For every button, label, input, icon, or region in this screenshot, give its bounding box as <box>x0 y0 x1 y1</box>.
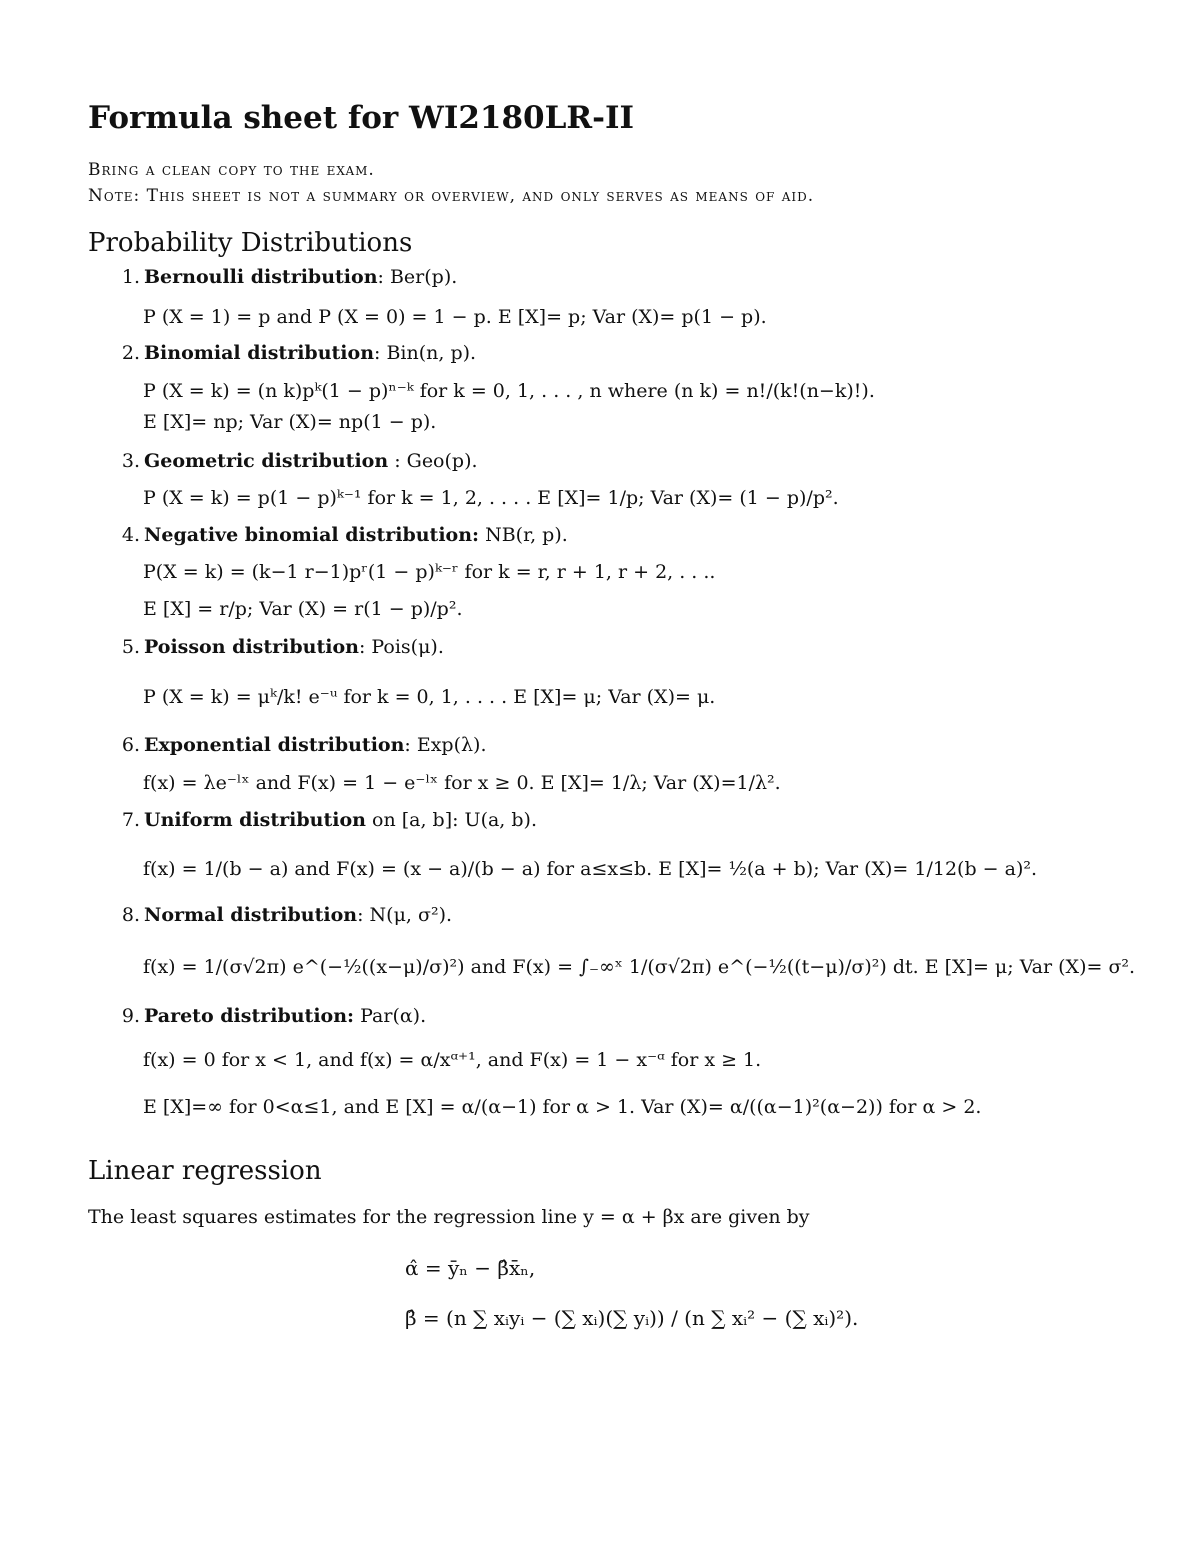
dist-negative-binomial-formula: P(X = k) = (k−1 r−1)pʳ(1 − p)ᵏ⁻ʳ for k = r, r + 1, r + 2, . . .. <box>143 561 716 583</box>
dist-exponential-formula: f(x) = λe⁻ˡˣ and F(x) = 1 − e⁻ˡˣ for x ≥ 0. E [X]= 1/λ; Var (X)=1/λ². <box>143 772 781 794</box>
dist-geometric-formula: P (X = k) = p(1 − p)ᵏ⁻¹ for k = 1, 2, . . . . E [X]= 1/p; Var (X)= (1 − p)/p². <box>143 487 839 509</box>
dist-bernoulli: 1. Bernoulli distribution: Ber(p). <box>121 266 458 288</box>
regression-intro: The least squares estimates for the regression line y = α + βx are given by <box>88 1206 810 1228</box>
section-linear-regression: Linear regression <box>88 1156 322 1186</box>
note-aid: Note: This sheet is not a summary or overview, and only serves as means of aid. <box>88 186 815 206</box>
dist-negative-binomial: 4. Negative binomial distribution: NB(r, p). <box>121 524 568 546</box>
dist-uniform-formula: f(x) = 1/(b − a) and F(x) = (x − a)/(b − a) for a≤x≤b. E [X]= ½(a + b); Var (X)= 1/12(b − a)². <box>143 858 1038 880</box>
regression-alpha-hat: α̂ = ȳₙ − β̂x̄ₙ, <box>405 1256 536 1280</box>
section-probability: Probability Distributions <box>88 228 413 258</box>
dist-geometric: 3. Geometric distribution : Geo(p). <box>121 450 478 472</box>
dist-normal: 8. Normal distribution: N(μ, σ²). <box>121 904 453 926</box>
dist-poisson: 5. Poisson distribution: Pois(μ). <box>121 636 444 658</box>
dist-negative-binomial-moments: E [X] = r/p; Var (X) = r(1 − p)/p². <box>143 598 463 620</box>
dist-pareto-moments: E [X]=∞ for 0<α≤1, and E [X] = α/(α−1) for α > 1. Var (X)= α/((α−1)²(α−2)) for α > 2. <box>143 1096 982 1118</box>
dist-normal-formula: f(x) = 1/(σ√2π) e^(−½((x−μ)/σ)²) and F(x) = ∫₋∞ˣ 1/(σ√2π) e^(−½((t−μ)/σ)²) dt. E [X]= μ; Var (X)= σ². <box>143 956 1136 978</box>
dist-binomial-formula: P (X = k) = (n k)pᵏ(1 − p)ⁿ⁻ᵏ for k = 0, 1, . . . , n where (n k) = n!/(k!(n−k)!). <box>143 380 875 402</box>
dist-poisson-formula: P (X = k) = μᵏ/k! e⁻ᵘ for k = 0, 1, . . . . E [X]= μ; Var (X)= μ. <box>143 686 716 708</box>
regression-beta-hat: β̂ = (n ∑ xᵢyᵢ − (∑ xᵢ)(∑ yᵢ)) / (n ∑ xᵢ² − (∑ xᵢ)²). <box>405 1306 859 1330</box>
dist-pareto-formula: f(x) = 0 for x < 1, and f(x) = α/xᵅ⁺¹, and F(x) = 1 − x⁻ᵅ for x ≥ 1. <box>143 1049 762 1071</box>
dist-exponential: 6. Exponential distribution: Exp(λ). <box>121 734 487 756</box>
note-bring: Bring a clean copy to the exam. <box>88 160 375 180</box>
dist-uniform: 7. Uniform distribution on [a, b]: U(a, b). <box>121 809 538 831</box>
dist-binomial-moments: E [X]= np; Var (X)= np(1 − p). <box>143 411 437 433</box>
dist-pareto: 9. Pareto distribution: Par(α). <box>121 1005 427 1027</box>
page-title: Formula sheet for WI2180LR-II <box>88 100 635 136</box>
dist-binomial: 2. Binomial distribution: Bin(n, p). <box>121 342 477 364</box>
dist-bernoulli-formula: P (X = 1) = p and P (X = 0) = 1 − p. E [X]= p; Var (X)= p(1 − p). <box>143 306 767 328</box>
